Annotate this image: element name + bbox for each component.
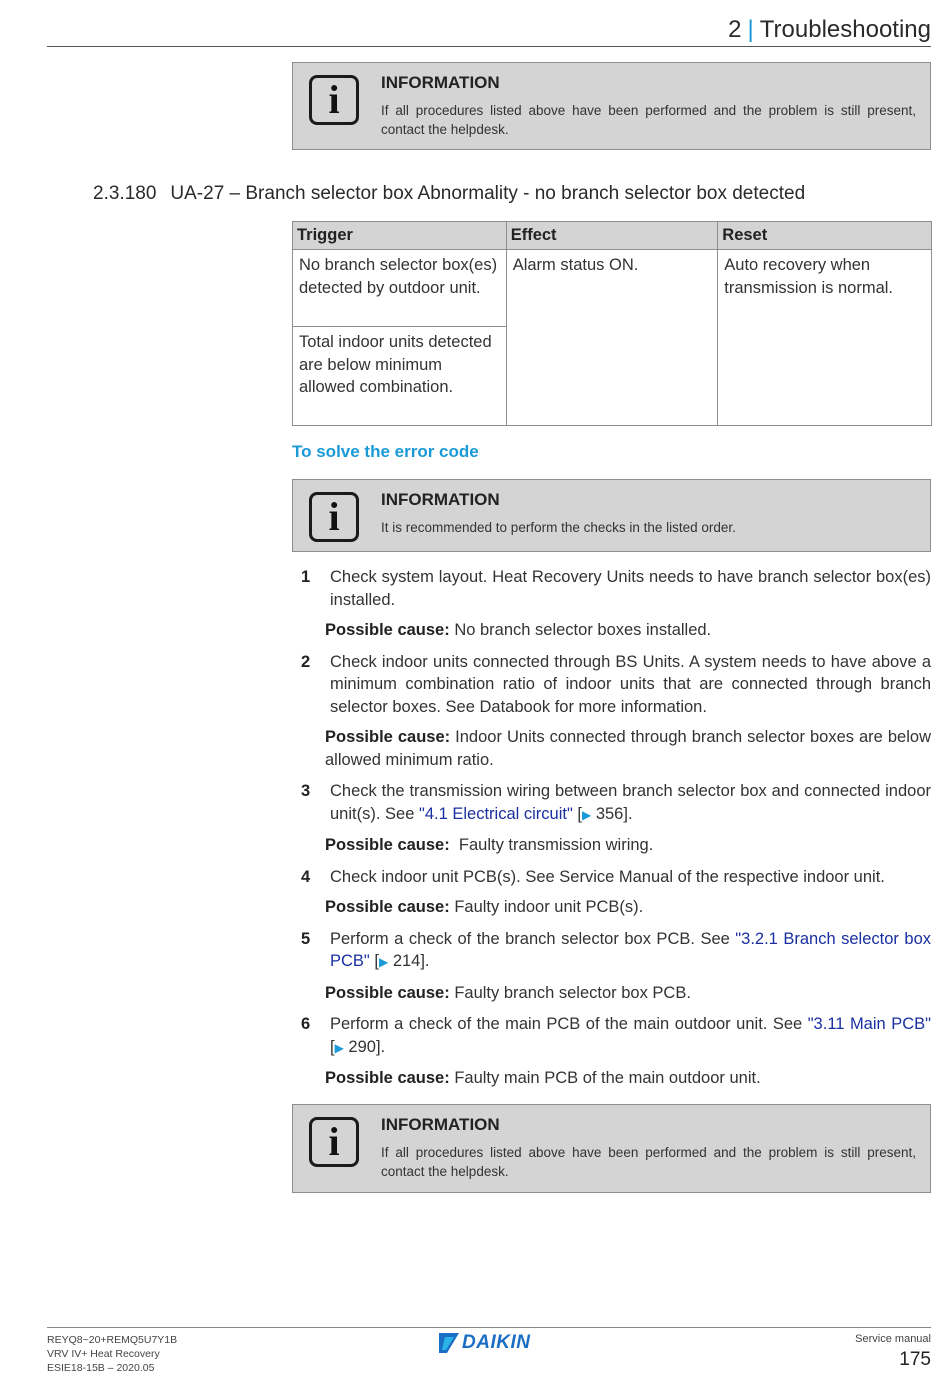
step-number: 1 [301,568,311,586]
possible-cause [325,834,931,857]
column-header-trigger: Trigger [293,222,507,250]
cause-label: Possible cause: [325,983,450,1002]
section-number: 2.3.180 [93,183,157,204]
column-header-reset: Reset [718,222,932,250]
step-text: Check indoor unit PCB(s). See Service Manual of the respective indoor unit. [330,867,885,886]
page-arrow-icon: ▶ [378,955,389,969]
header-rule [47,46,931,47]
step-text-part: ]. [623,804,633,823]
step-text [330,1013,931,1059]
trigger-cell: No branch selector box(es) detected by outdoor unit. [293,250,507,327]
chapter-title: Troubleshooting [759,16,931,43]
open-bracket: [ [330,1037,335,1056]
information-icon: i [309,75,359,125]
section-title: UA-27 – Branch selector box Abnormality - no branch selector box detected [170,183,806,204]
step-number: 2 [301,652,311,671]
daikin-logo-mark-icon [439,1333,459,1353]
cause-text: Indoor Units connected through branch selector boxes are below allowed minimum ratio. [325,728,931,769]
open-bracket: [ [577,804,582,823]
reset-cell: Auto recovery when transmission is normal. [718,250,932,426]
list-item [292,566,931,642]
footer-rule [47,1327,931,1328]
step-text-part: Check the transmission wiring between branch selector box and connected indoor unit(s). See [330,782,931,823]
cause-text: Faulty main PCB of the main outdoor unit. [454,1069,761,1087]
information-box [292,1104,931,1193]
header-separator: | [747,16,754,43]
step-number: 4 [301,867,311,886]
page-arrow-icon: ▶ [582,807,592,822]
cause-text: Faulty branch selector box PCB. [454,983,691,1002]
column-header-effect: Effect [506,222,718,250]
step-text [330,780,931,826]
cause-text: Faulty indoor unit PCB(s). [454,898,644,916]
step-number: 5 [301,929,311,948]
list-item [292,928,931,1005]
possible-cause [325,896,931,919]
cause-text: Faulty transmission wiring. [458,836,654,854]
step-text-part: Perform a check of the branch selector box PCB. See [330,929,736,948]
cause-text: No branch selector boxes installed. [454,621,712,639]
possible-cause [325,619,931,642]
section-heading [93,183,805,205]
possible-cause [325,726,931,771]
footer-doc-id: ESIE18-15B – 2020.05 [47,1362,155,1374]
cause-label: Possible cause: [325,836,450,854]
information-text: If all procedures listed above have been performed and the problem is still present, contact the helpdesk. [381,103,916,137]
footer-model: REYQ8~20+REMQ5U7Y1B [47,1334,178,1346]
list-item [292,1013,931,1090]
steps-list [292,566,931,1090]
document-type: Service manual [855,1333,931,1345]
solve-heading: To solve the error code [292,442,479,461]
step-number: 3 [301,782,311,800]
page-header [728,16,931,44]
step-text [330,928,931,974]
possible-cause [325,982,931,1005]
list-item [292,780,931,857]
trigger-effect-reset-table [292,221,932,426]
step-text-part: ]. [375,1037,386,1056]
step-text: Check indoor units connected through BS Units. A system needs to have above a minimum combination ratio of indoor units that are connected through branch selector boxes. See Databook for more information. [330,652,931,716]
cross-reference-link[interactable]: "4.1 Electrical circuit" [418,804,573,823]
footer-product: VRV IV+ Heat Recovery [47,1348,160,1360]
page-reference: 214 [392,952,421,970]
possible-cause [325,1067,931,1090]
trigger-cell: Total indoor units detected are below minimum allowed combination. [293,327,507,426]
page-arrow-icon: ▶ [334,1040,344,1055]
information-text: If all procedures listed above have been performed and the problem is still present, contact the helpdesk. [381,1145,916,1179]
cross-reference-link[interactable]: "3.11 Main PCB" [807,1015,931,1033]
step-number: 6 [301,1015,311,1033]
step-text-part: ]. [420,952,430,970]
footer-document-info [47,1333,177,1375]
step-text-part: Perform a check of the main PCB of the main outdoor unit. See [330,1015,808,1033]
cause-label: Possible cause: [325,1069,450,1087]
table-header-row [293,222,932,250]
logo-text: DAIKIN [462,1332,531,1353]
effect-cell: Alarm status ON. [506,250,718,426]
cause-label: Possible cause: [325,728,451,746]
page-reference: 356 [595,804,624,823]
page-number: 175 [899,1349,931,1370]
daikin-logo [439,1330,530,1356]
information-icon: i [309,492,359,542]
information-title: INFORMATION [381,1115,500,1134]
list-item [292,651,931,772]
list-item [292,866,931,919]
information-icon: i [309,1117,359,1167]
step-text: Check system layout. Heat Recovery Units needs to have branch selector box(es) installed. [330,568,931,609]
page-reference: 290 [348,1037,376,1056]
information-box [292,479,931,552]
information-text: It is recommended to perform the checks in the listed order. [381,520,736,535]
table-row [293,250,932,327]
chapter-number: 2 [728,16,742,43]
open-bracket: [ [374,952,379,970]
cross-reference-link[interactable]: "3.2.1 Branch selector box PCB" [330,929,931,970]
information-title: INFORMATION [381,73,500,92]
information-title: INFORMATION [381,490,500,509]
information-box [292,62,931,150]
cause-label: Possible cause: [325,898,450,916]
cause-label: Possible cause: [325,621,450,639]
